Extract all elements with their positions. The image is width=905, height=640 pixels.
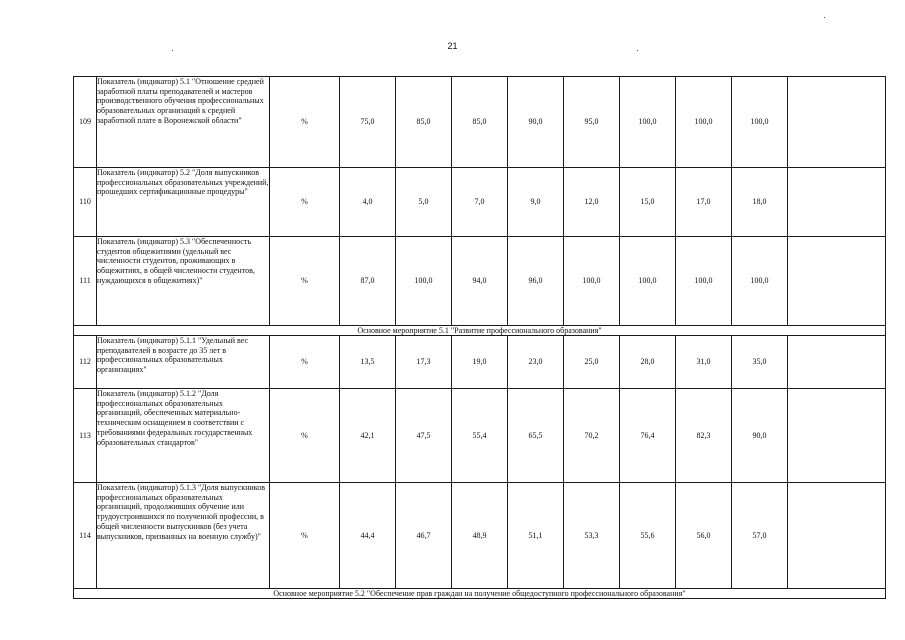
indicator-description: Показатель (индикатор) 5.1.3 "Доля выпускников профессиональных образовательных организаций, продолживших обучение или трудоустроившихся по полученной профессии, в общей численности выпускников (без учета выпускников, призванных на военную службу)"	[97, 483, 270, 589]
empty-cell	[788, 483, 886, 589]
row-number: 110	[74, 168, 97, 237]
table-row	[74, 483, 886, 589]
indicator-description: Показатель (индикатор) 5.1.2 "Доля профессиональных образовательных организаций, обеспеченных материально-техническим оснащением в соответствии с требованиями федеральных государственных образовательных стандартов"	[97, 389, 270, 483]
empty-cell	[788, 389, 886, 483]
value-cell: 100,0	[732, 77, 788, 168]
section-heading-text: Основное мероприятие 5.2 "Обеспечение прав граждан на получение общедоступного профессионального образования"	[273, 588, 686, 598]
scan-speck	[824, 17, 825, 18]
value-cell: 55,4	[452, 389, 508, 483]
value-cell: 48,9	[452, 483, 508, 589]
indicators-table-body	[74, 77, 886, 599]
value-cell: 96,0	[508, 237, 564, 326]
unit-cell: %	[270, 483, 340, 589]
indicator-description: Показатель (индикатор) 5.1 "Отношение средней заработной платы преподавателей и мастеров производственного обучения профессиональных образовательных организаций к средней заработной плате в Воронежской области"	[97, 77, 270, 168]
empty-cell	[788, 237, 886, 326]
value-cell: 100,0	[396, 237, 452, 326]
value-cell: 100,0	[620, 237, 676, 326]
empty-cell	[788, 77, 886, 168]
value-cell: 51,1	[508, 483, 564, 589]
indicators-table	[73, 76, 886, 599]
indicator-description: Показатель (индикатор) 5.1.1 "Удельный вес преподавателей в возрасте до 35 лет в профессиональных образовательных организациях"	[97, 336, 270, 389]
value-cell: 100,0	[564, 237, 620, 326]
indicator-description: Показатель (индикатор) 5.2 "Доля выпускников профессиональных образовательных учреждений, прошедших сертификационные процедуры"	[97, 168, 270, 237]
value-cell: 28,0	[620, 336, 676, 389]
value-cell: 94,0	[452, 237, 508, 326]
table-row	[74, 77, 886, 168]
table-row	[74, 168, 886, 237]
value-cell: 75,0	[340, 77, 396, 168]
value-cell: 17,0	[676, 168, 732, 237]
row-number: 113	[74, 389, 97, 483]
value-cell: 19,0	[452, 336, 508, 389]
value-cell: 35,0	[732, 336, 788, 389]
value-cell: 85,0	[452, 77, 508, 168]
value-cell: 100,0	[676, 77, 732, 168]
value-cell: 76,4	[620, 389, 676, 483]
value-cell: 95,0	[564, 77, 620, 168]
value-cell: 90,0	[732, 389, 788, 483]
value-cell: 82,3	[676, 389, 732, 483]
value-cell: 4,0	[340, 168, 396, 237]
unit-cell: %	[270, 168, 340, 237]
unit-cell: %	[270, 336, 340, 389]
value-cell: 18,0	[732, 168, 788, 237]
value-cell: 44,4	[340, 483, 396, 589]
value-cell: 13,5	[340, 336, 396, 389]
empty-cell	[788, 336, 886, 389]
value-cell: 57,0	[732, 483, 788, 589]
value-cell: 87,0	[340, 237, 396, 326]
value-cell: 56,0	[676, 483, 732, 589]
value-cell: 55,6	[620, 483, 676, 589]
value-cell: 47,5	[396, 389, 452, 483]
value-cell: 12,0	[564, 168, 620, 237]
row-number: 112	[74, 336, 97, 389]
table-row	[74, 389, 886, 483]
unit-cell: %	[270, 77, 340, 168]
indicator-description: Показатель (индикатор) 5.3 "Обеспеченность студентов общежитиями (удельный вес численности студентов, проживающих в общежитиях, в общей численности студентов, нуждающихся в общежитиях)"	[97, 237, 270, 326]
table-row	[74, 336, 886, 389]
row-number: 111	[74, 237, 97, 326]
section-header-row	[74, 589, 886, 599]
value-cell: 100,0	[732, 237, 788, 326]
value-cell: 53,3	[564, 483, 620, 589]
value-cell: 31,0	[676, 336, 732, 389]
section-heading	[74, 589, 886, 599]
value-cell: 25,0	[564, 336, 620, 389]
value-cell: 5,0	[396, 168, 452, 237]
section-heading-text: Основное мероприятие 5.1 "Развитие профессионального образования"	[357, 325, 602, 335]
unit-cell: %	[270, 389, 340, 483]
value-cell: 23,0	[508, 336, 564, 389]
scan-speck	[637, 50, 638, 51]
table-row	[74, 237, 886, 326]
page-number: 21	[447, 41, 458, 51]
value-cell: 7,0	[452, 168, 508, 237]
scan-speck	[172, 50, 173, 51]
row-number: 114	[74, 483, 97, 589]
value-cell: 9,0	[508, 168, 564, 237]
value-cell: 65,5	[508, 389, 564, 483]
row-number: 109	[74, 77, 97, 168]
empty-cell	[788, 168, 886, 237]
value-cell: 42,1	[340, 389, 396, 483]
value-cell: 46,7	[396, 483, 452, 589]
value-cell: 70,2	[564, 389, 620, 483]
value-cell: 90,0	[508, 77, 564, 168]
value-cell: 17,3	[396, 336, 452, 389]
value-cell: 100,0	[620, 77, 676, 168]
unit-cell: %	[270, 237, 340, 326]
value-cell: 100,0	[676, 237, 732, 326]
value-cell: 15,0	[620, 168, 676, 237]
value-cell: 85,0	[396, 77, 452, 168]
section-heading	[74, 326, 886, 336]
section-header-row	[74, 326, 886, 336]
